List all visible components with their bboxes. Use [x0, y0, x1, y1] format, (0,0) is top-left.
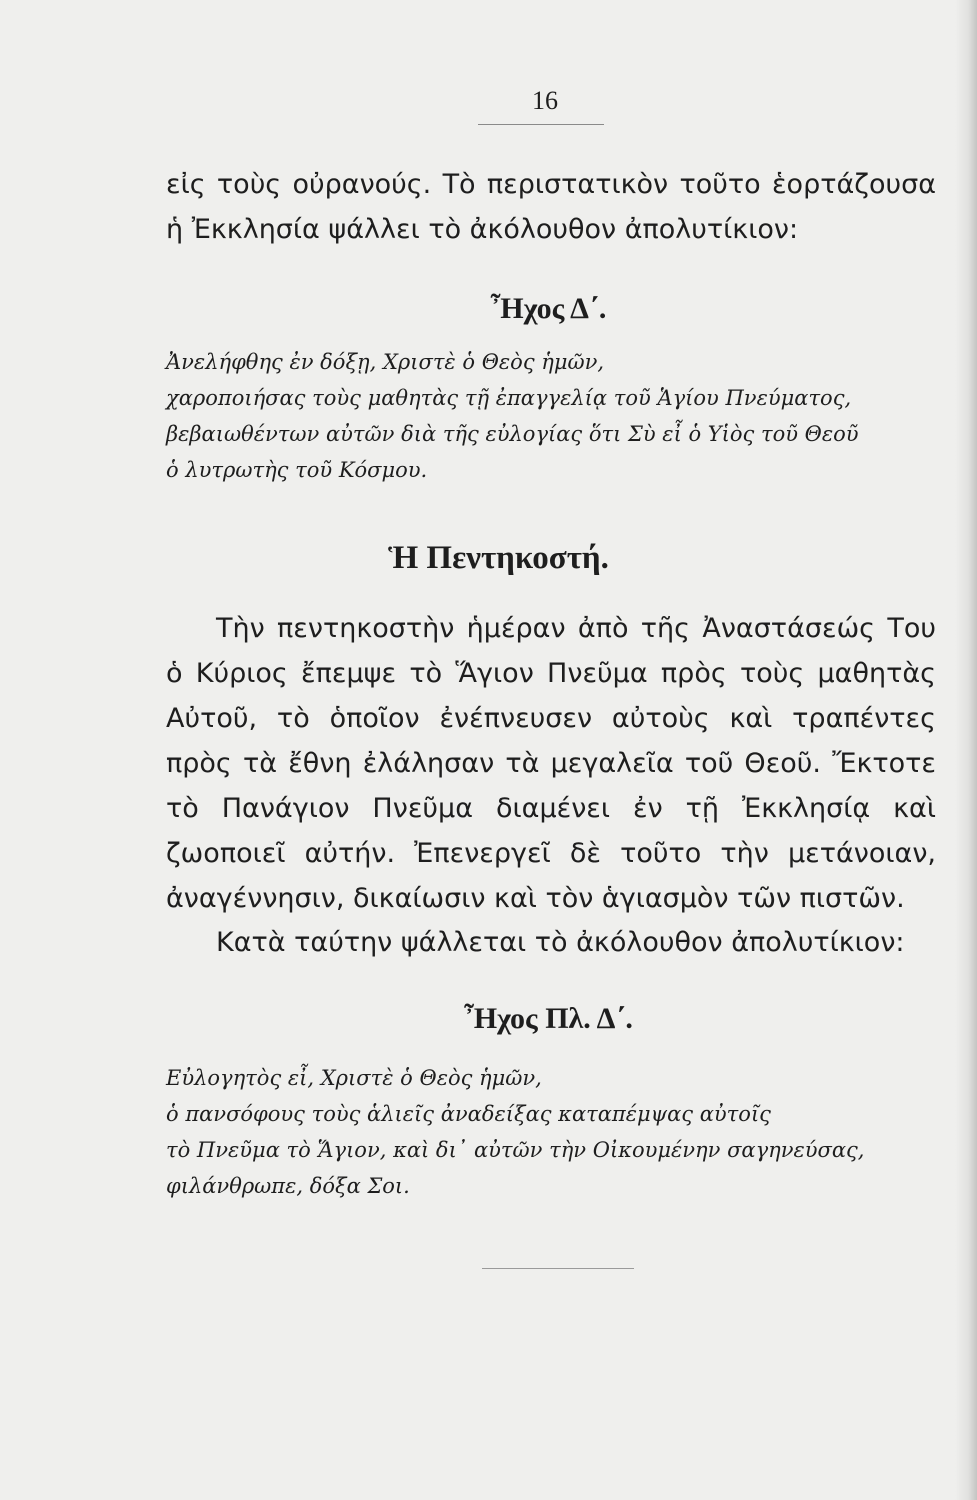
- hymn2-text: [166, 1060, 936, 1204]
- hymn2-title: Ἦχος Πλ. Δ΄.: [464, 1002, 633, 1035]
- page-edge-shadow: [955, 0, 977, 1500]
- hymn2-line: τὸ Πνεῦμα τὸ Ἅγιον, καὶ δι᾽ αὐτῶν τὴν Οἰκουμένην σαγηνεύσας,: [166, 1138, 865, 1162]
- hymn1-title: Ἦχος Δ΄.: [490, 292, 607, 325]
- hymn2-line: Εὐλογητὸς εἶ, Χριστὲ ὁ Θεὸς ἡμῶν,: [166, 1066, 542, 1090]
- intro-paragraph: εἰς τοὺς οὐρανούς. Τὸ περιστατικὸν τοῦτο ἑορτάζουσα ἡ Ἐκκλησία ψάλλει τὸ ἀκόλουθον ἀπολυτίκιον:: [166, 169, 936, 245]
- hymn2-line: ὁ πανσόφους τοὺς ἁλιεῖς ἀναδείξας καταπέμψας αὐτοῖς: [166, 1102, 771, 1126]
- footer-rule: [482, 1268, 634, 1269]
- hymn1-line: βεβαιωθέντων αὐτῶν διὰ τῆς εὐλογίας ὅτι Σὺ εἶ ὁ Υἱὸς τοῦ Θεοῦ: [166, 422, 859, 446]
- hymn1-line: χαροποιήσας τοὺς μαθητὰς τῇ ἐπαγγελίᾳ τοῦ Ἁγίου Πνεύματος,: [166, 386, 852, 410]
- body-paragraph: Τὴν πεντηκοστὴν ἡμέραν ἀπὸ τῆς Ἀναστάσεώς Του ὁ Κύριος ἔπεμψε τὸ Ἅγιον Πνεῦμα πρὸς τοὺς μαθητὰς Αὐτοῦ, τὸ ὁποῖον ἐνέπνευσεν αὐτοὺς καὶ τραπέντες πρὸς τὰ ἔθνη ἐλάλησαν τὰ μεγαλεῖα τοῦ Θεοῦ. Ἔκτοτε τὸ Πανάγιον Πνεῦμα διαμένει ἐν τῇ Ἐκκλησίᾳ καὶ ζωοποιεῖ αὐτήν. Ἐπενεργεῖ δὲ τοῦτο τὴν μετάνοιαν, ἀναγέννησιν, δικαίωσιν καὶ τὸν ἁγιασμὸν τῶν πιστῶν.: [166, 613, 936, 914]
- hymn1-line: ὁ λυτρωτὴς τοῦ Κόσμου.: [166, 458, 428, 482]
- header-rule: [478, 124, 604, 125]
- hymn1-line: Ἀνελήφθης ἐν δόξῃ, Χριστὲ ὁ Θεὸς ἡμῶν,: [166, 350, 605, 374]
- hymn2-line: φιλάνθρωπε, δόξα Σοι.: [166, 1174, 410, 1198]
- hymn1-text: [166, 344, 936, 488]
- section-title: Ἡ Πεντηκοστή.: [388, 540, 609, 576]
- closing-line: Κατὰ ταύτην ψάλλεται τὸ ἀκόλουθον ἀπολυτίκιον:: [216, 927, 905, 958]
- page-number: 16: [532, 86, 558, 115]
